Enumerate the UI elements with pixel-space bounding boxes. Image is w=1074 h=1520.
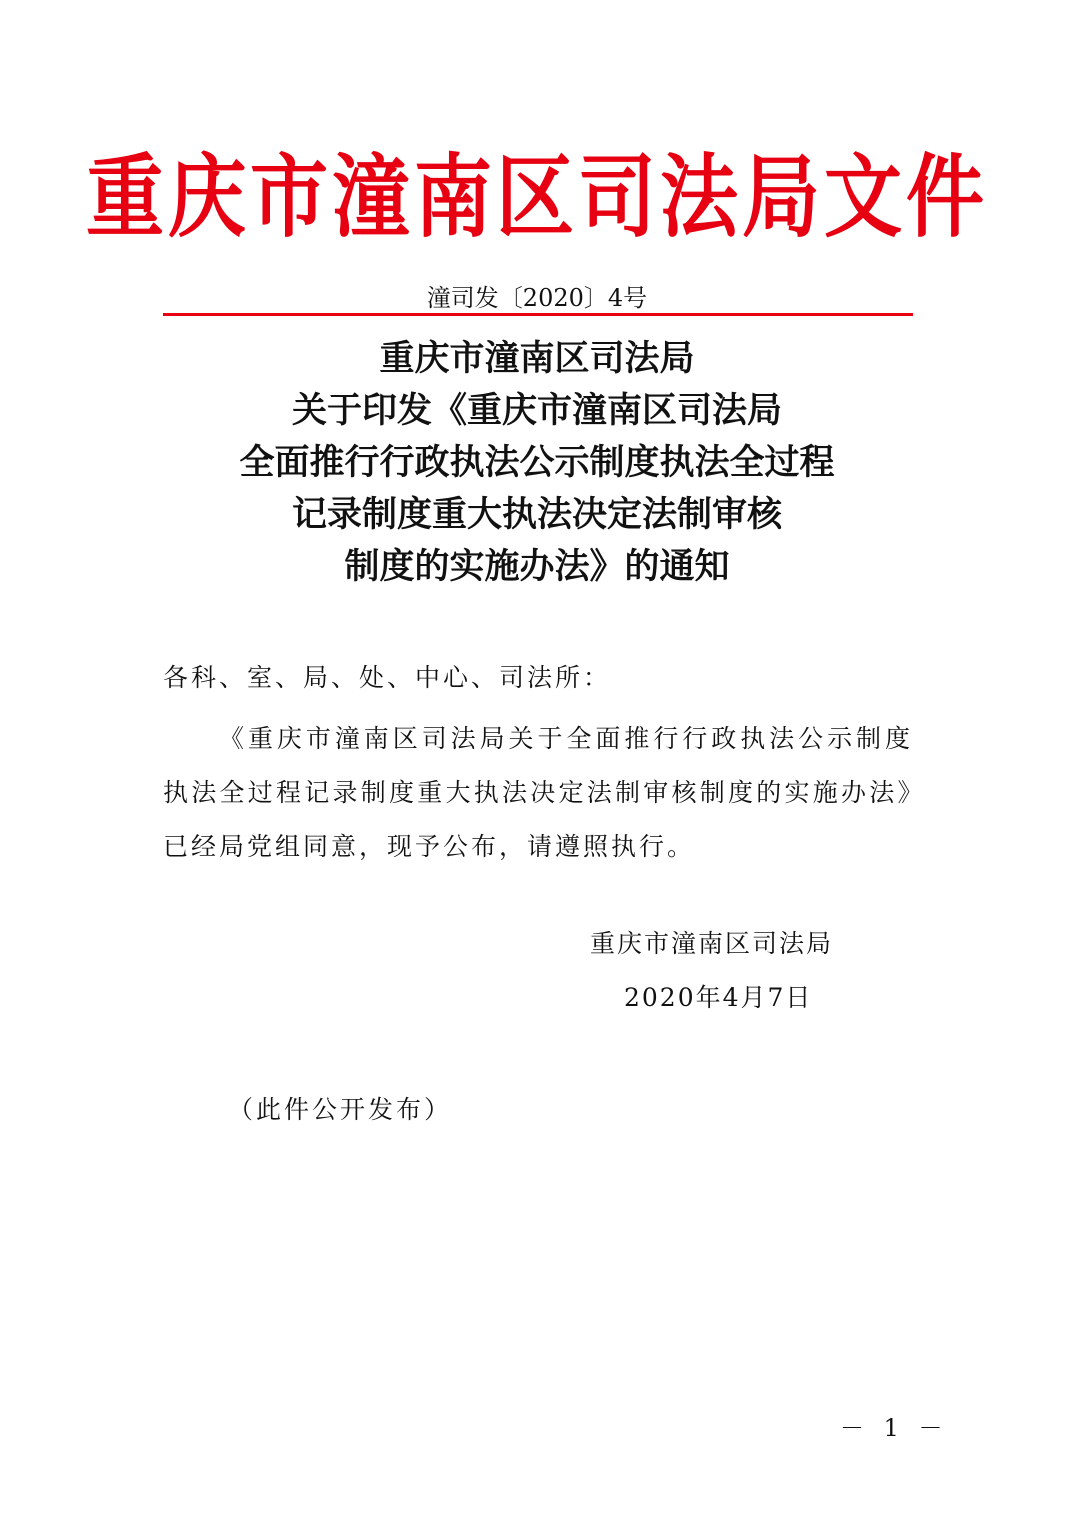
title-line-5: 制度的实施办法》的通知 — [344, 547, 730, 587]
title-line-3: 全面推行行政执法公示制度执法全过程 — [239, 443, 835, 483]
document-title — [0, 333, 1074, 593]
publication-note: （此件公开发布） — [228, 1095, 453, 1124]
masthead-title: 重庆市潼南区司法局文件 — [85, 146, 988, 250]
title-line-2: 关于印发《重庆市潼南区司法局 — [291, 391, 782, 431]
title-line-1: 重庆市潼南区司法局 — [379, 339, 695, 379]
signature-organization: 重庆市潼南区司法局 — [590, 929, 834, 958]
body-paragraph: 《重庆市潼南区司法局关于全面推行行政执法公示制度执法全过程记录制度重大执法决定法制审核制度的实施办法》已经局党组同意，现予公布，请遵照执行。 — [163, 724, 913, 861]
document-number: 潼司发〔2020〕4号 — [426, 284, 648, 312]
signature-date: 2020年4月7日 — [624, 983, 813, 1012]
salutation: 各科、室、局、处、中心、司法所： — [163, 663, 612, 692]
page-number: － 1 － — [840, 1414, 949, 1442]
title-line-4: 记录制度重大执法决定法制审核 — [291, 495, 782, 535]
red-separator-line — [163, 313, 913, 316]
